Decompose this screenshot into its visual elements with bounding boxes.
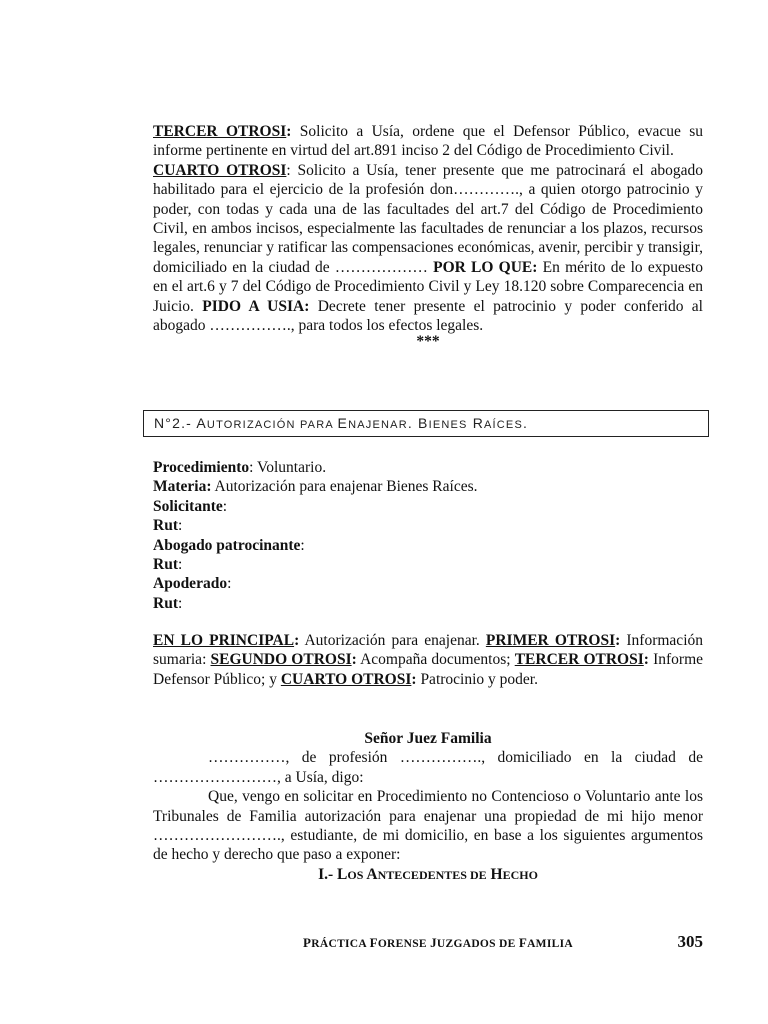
field-solicitante-label: Solicitante xyxy=(153,497,223,515)
section-number: I.- xyxy=(318,865,338,883)
footer-f1-rest: RÁCTICA xyxy=(311,938,370,950)
addressee: Señor Juez Familia xyxy=(364,730,492,747)
cuarto-otrosi-text-3: Decrete tener presente el patrocinio y poder conferido al abogado ……………., para todos los efectos legales. xyxy=(153,297,703,335)
section-s4-cap: H xyxy=(486,865,503,883)
field-rut-2-value: : xyxy=(177,556,183,574)
field-solicitante-value: : xyxy=(222,497,228,515)
summary-paragraph xyxy=(153,631,703,689)
section-heading-box xyxy=(143,410,709,437)
heading-w8: . xyxy=(523,415,529,431)
cuarto-otrosi-text-1: : Solicito a Usía, tener presente que me patrocinará el abogado habilitado para el ejercicio de la profesión don…………., a quien otorgo patrocinio y poder, con todas y cada una de las facultades del art.7 del Código de Procedimiento Civil, en ambos incisos, especialmente las facultades de renunciar a los plazos, recursos legales, renunciar y ratificar las compensaciones económicas, avenir, percibir y transigir, domiciliado en la ciudad de ……………… xyxy=(153,161,703,276)
field-solicitante xyxy=(153,497,703,516)
page-footer xyxy=(153,932,703,956)
summary-colon-3: : xyxy=(351,651,357,669)
petition-paragraph-2: Que, vengo en solicitar en Procedimiento no Contencioso o Voluntario ante los Tribunales de Familia autorización para enajenar una propiedad de mi hijo menor ……………………., estudiante, de mi domicilio, en base a los siguientes argumentos de hecho y derecho que paso a exponer: xyxy=(153,788,703,864)
footer-f1-cap: P xyxy=(303,935,312,950)
field-abogado-label: Abogado patrocinante xyxy=(153,536,301,554)
field-rut-1-label: Rut xyxy=(153,517,178,535)
pido-a-usia-label: PIDO A USIA: xyxy=(202,297,310,315)
field-procedimiento-value: : Voluntario. xyxy=(249,459,327,476)
summary-segundo: SEGUNDO OTROSI xyxy=(210,651,352,669)
summary-block xyxy=(153,631,703,689)
heading-w1-cap: A xyxy=(196,415,207,431)
summary-text-4: Informe Defensor Público; y xyxy=(153,651,704,688)
heading-w5-cap: B xyxy=(418,415,429,431)
cuarto-otrosi-paragraph xyxy=(153,161,703,336)
heading-w1-rest: UTORIZACIÓN xyxy=(206,419,296,431)
por-lo-que-label: POR LO QUE: xyxy=(433,258,538,276)
heading-w2: PARA xyxy=(295,419,338,431)
field-rut-1-value: : xyxy=(177,517,183,535)
separator-stars: *** xyxy=(416,333,440,351)
footer-f2-cap: F xyxy=(369,935,378,950)
heading-w7-rest: AÍCES xyxy=(484,419,524,431)
field-apoderado-label: Apoderado xyxy=(153,575,228,593)
heading-w4: . xyxy=(407,415,419,431)
field-rut-2 xyxy=(153,555,703,574)
section-s1-cap: L xyxy=(337,865,348,883)
summary-cuarto: CUARTO OTROSI xyxy=(280,670,412,688)
field-rut-3 xyxy=(153,594,703,613)
section-s1-rest: OS xyxy=(347,867,364,882)
field-rut-3-label: Rut xyxy=(153,594,178,612)
field-rut-1 xyxy=(153,516,703,535)
footer-f3-cap: J xyxy=(430,935,437,950)
petition-body xyxy=(153,729,703,885)
field-abogado-value: : xyxy=(300,536,305,554)
summary-text-2: Información sumaria: xyxy=(153,632,703,669)
section-s3: DE xyxy=(466,867,487,882)
tercer-otrosi-text: Solicito a Usía, ordene que el Defensor Público, evacue su informe pertinente en virtud del art.891 inciso 2 del Código de Procedimiento Civil. xyxy=(153,123,703,160)
page-number: 305 xyxy=(677,932,703,951)
footer-f2-rest: ORENSE xyxy=(377,938,431,950)
section-s2-cap: A xyxy=(363,865,378,883)
section-s2-rest: NTECEDENTES xyxy=(377,867,467,882)
field-apoderado xyxy=(153,574,703,593)
heading-w3-rest: NAJENAR xyxy=(348,419,408,431)
otrosi-block xyxy=(153,122,703,349)
heading-w3-cap: E xyxy=(337,415,349,431)
field-rut-2-label: Rut xyxy=(153,556,178,574)
summary-tercer: TERCER OTROSI xyxy=(514,651,644,669)
summary-primer: PRIMER OTROSI xyxy=(485,632,616,649)
summary-colon-1: : xyxy=(294,632,300,649)
cuarto-otrosi-text-2: En mérito de lo expuesto en el art.6 y 7 del Código de Procedimiento Civil y Ley 18.120 sobre Comparecencia en Juicio. xyxy=(153,258,703,315)
section-s4-rest: ECHO xyxy=(502,867,538,882)
summary-text-1: Autorización para enajenar. xyxy=(299,632,486,649)
case-fields xyxy=(153,458,703,613)
summary-text-5: Patrocinio y poder. xyxy=(416,670,538,688)
heading-w7-cap: R xyxy=(472,415,484,431)
field-abogado xyxy=(153,536,703,555)
field-materia xyxy=(153,477,703,496)
summary-colon-5: : xyxy=(411,670,417,688)
summary-colon-2: : xyxy=(615,632,621,649)
field-materia-value: Autorización para enajenar Bienes Raíces. xyxy=(211,478,478,496)
cuarto-otrosi-label: CUARTO OTROSI xyxy=(153,161,287,179)
field-materia-label: Materia: xyxy=(153,478,212,496)
footer-f3-rest: UZGADOS DE xyxy=(436,938,519,950)
summary-colon-4: : xyxy=(643,651,649,669)
tercer-otrosi-colon: : xyxy=(286,123,292,140)
tercer-otrosi-label: TERCER OTROSI xyxy=(153,123,287,140)
field-apoderado-value: : xyxy=(227,575,232,593)
summary-principal: EN LO PRINCIPAL xyxy=(153,632,295,649)
summary-text-3: Acompaña documentos; xyxy=(356,651,515,669)
tercer-otrosi-paragraph xyxy=(153,122,703,161)
field-rut-3-value: : xyxy=(177,594,183,612)
petition-paragraph-1: ……………, de profesión ……………., domiciliado en la ciudad de ……………………, a Usía, digo: xyxy=(153,749,703,786)
section-title xyxy=(153,865,703,885)
field-procedimiento xyxy=(153,458,703,477)
heading-w5-rest: IENES xyxy=(428,419,468,431)
footer-book-title xyxy=(303,935,573,951)
heading-number: N°2.- xyxy=(154,415,197,431)
footer-f4-cap: F xyxy=(518,935,528,950)
footer-f4-rest: AMILIA xyxy=(527,938,573,950)
field-procedimiento-label: Procedimiento xyxy=(153,459,250,476)
